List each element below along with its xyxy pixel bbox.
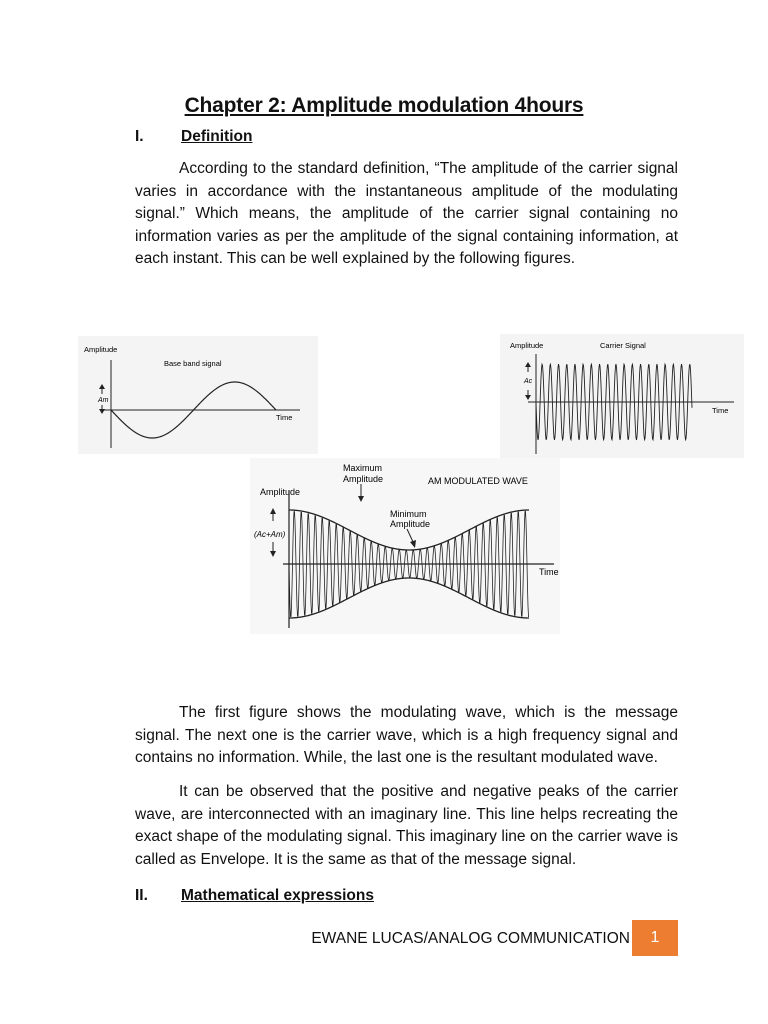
am-amp-label: (Ac+Am)	[254, 530, 286, 539]
carrier-xlabel: Time	[712, 406, 729, 415]
carrier-title: Carrier Signal	[600, 341, 646, 350]
page-number: 1	[632, 920, 678, 956]
section-heading-math	[135, 887, 374, 905]
am-ylabel: Amplitude	[260, 487, 301, 497]
am-max-label-2: Amplitude	[343, 474, 384, 484]
section-title: Definition	[181, 128, 253, 145]
baseband-figure	[78, 336, 318, 454]
am-min-label-1: Minimum	[390, 509, 427, 519]
am-title: AM MODULATED WAVE	[428, 476, 528, 486]
definition-paragraph: According to the standard definition, “The amplitude of the carrier signal varies in accordance with the instantaneous amplitude of the modulating signal.” Which means, the amplitude of the carrier signal containing no information varies as per the amplitude of the signal containing information, at each instant. This can be well explained by the following figures.	[135, 160, 678, 267]
baseband-xlabel: Time	[276, 413, 293, 422]
am-min-label-2: Amplitude	[390, 519, 431, 529]
footer-author: EWANE LUCAS/ANALOG COMMUNICATION	[311, 930, 630, 947]
figures-explanation-paragraph: The first figure shows the modulating wave, which is the message signal. The next one is the carrier wave, which is a high frequency signal and contains no information. While, the last one is the resultant modulated wave.	[135, 704, 678, 766]
carrier-figure	[500, 334, 744, 458]
section-number: I.	[135, 128, 144, 145]
baseband-title: Base band signal	[164, 359, 222, 368]
am-xlabel: Time	[539, 567, 559, 577]
baseband-amp-label: Am	[98, 397, 109, 404]
chapter-title: Chapter 2: Amplitude modulation 4hours	[184, 94, 584, 117]
section-number: II.	[135, 887, 148, 904]
envelope-paragraph: It can be observed that the positive and negative peaks of the carrier wave, are interconnected with an imaginary line. This line helps recreating the exact shape of the modulating signal. This imaginary line on the carrier wave is called as Envelope. It is the same as that of the message signal.	[135, 783, 678, 868]
section-heading-definition	[135, 128, 252, 146]
section-title: Mathematical expressions	[181, 887, 374, 904]
am-max-label-1: Maximum	[343, 463, 383, 473]
carrier-amp-label: Ac	[524, 378, 533, 385]
baseband-ylabel: Amplitude	[84, 345, 118, 354]
am-figure	[250, 458, 560, 634]
carrier-ylabel: Amplitude	[510, 341, 544, 350]
